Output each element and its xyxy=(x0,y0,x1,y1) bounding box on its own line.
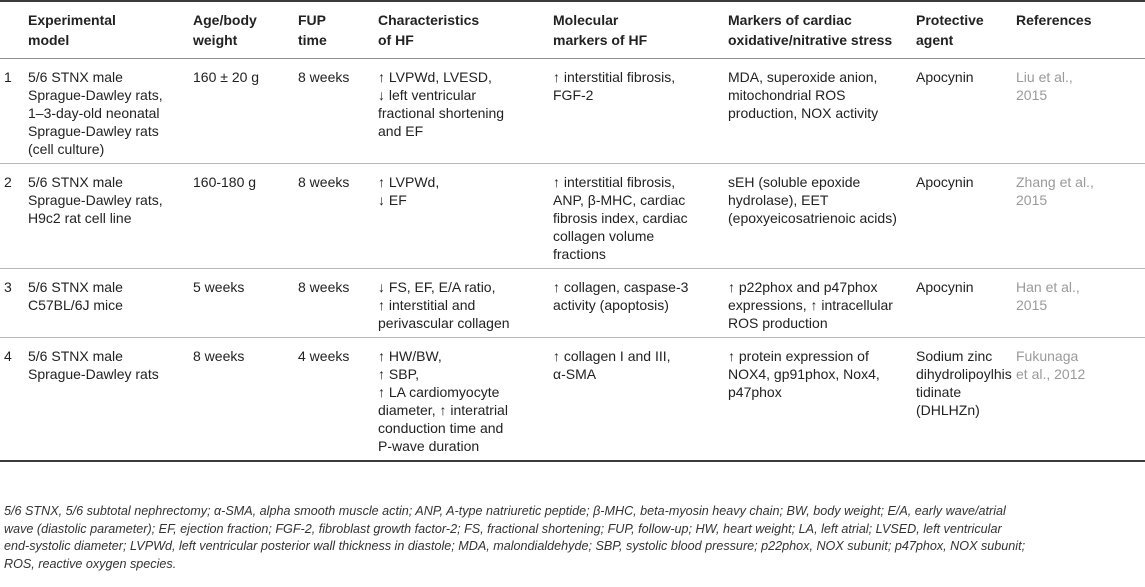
reference-link[interactable]: Zhang et al., 2015 xyxy=(1010,164,1145,269)
model-cell: 5/6 STNX male Sprague-Dawley rats, 1–3-day-old neonatal Sprague-Dawley rats (cell culture) xyxy=(28,69,163,157)
molecular-cell: ↑ interstitial fibrosis, ANP, β-MHC, cardiac fibrosis index, cardiac collagen volume fractions xyxy=(547,164,722,269)
molecular-cell: ↑ interstitial fibrosis, FGF-2 xyxy=(553,69,676,103)
table-row xyxy=(0,269,1145,338)
row-number: 3 xyxy=(0,269,22,338)
characteristics-cell: ↑ LVPWd, LVESD, ↓ left ventricular fractional shortening and EF xyxy=(378,69,505,139)
agent-cell: Apocynin xyxy=(916,69,974,85)
fup-cell: 4 weeks xyxy=(292,338,372,462)
characteristics-cell: ↑ HW/BW, ↑ SBP, ↑ LA cardiomyocyte diameter, ↑ interatrial conduction time and P-wave duration xyxy=(372,338,547,462)
table-row xyxy=(0,164,1145,269)
oxidative-cell: MDA, superoxide anion, mitochondrial ROS production, NOX activity xyxy=(728,69,879,121)
reference-link[interactable]: Han et al., 2015 xyxy=(1010,269,1145,338)
model-cell: 5/6 STNX male Sprague-Dawley rats, H9c2 rat cell line xyxy=(22,164,187,269)
age-cell: 5 weeks xyxy=(187,269,292,338)
model-cell: 5/6 STNX male C57BL/6J mice xyxy=(22,269,187,338)
table-footnote: 5/6 STNX, 5/6 subtotal nephrectomy; α-SMA, alpha smooth muscle actin; ANP, A-type natriuretic peptide; β-MHC, beta-myosin heavy chain; BW, body weight; E/A, early wave/atrial wave (diastolic parameter); EF, ejection fraction; FGF-2, fibroblast growth factor-2; FS, fractional shortening; FUP, follow-up; HW, heart weight; LA, left atrial; LVSED, left ventricular end-systolic diameter; LVPWd, left ventricular posterior wall thickness in diastole; MDA, malondialdehyde; SBP, systolic blood pressure; p22phox, NOX subunit; p47phox, NOX subunit; ROS, reactive oxygen species. xyxy=(4,504,1026,571)
age-cell: 160-180 g xyxy=(187,164,292,269)
row-number: 2 xyxy=(0,164,22,269)
age-cell: 160 ± 20 g xyxy=(193,69,260,85)
header-cell-references: References xyxy=(1010,1,1145,59)
fup-cell: 8 weeks xyxy=(298,69,350,85)
header-cell-molecular: Molecular markers of HF xyxy=(547,1,722,59)
oxidative-cell: ↑ protein expression of NOX4, gp91phox, Nox4, p47phox xyxy=(722,338,910,462)
header-cell-model: Experimental model xyxy=(22,1,187,59)
model-cell: 5/6 STNX male Sprague-Dawley rats xyxy=(22,338,187,462)
agent-cell: Apocynin xyxy=(910,164,1010,269)
table-header-row xyxy=(0,1,1145,59)
fup-cell: 8 weeks xyxy=(292,269,372,338)
header-cell-num xyxy=(0,1,22,59)
header-cell-characteristics: Characteristics of HF xyxy=(372,1,547,59)
header-cell-age: Age/body weight xyxy=(187,1,292,59)
row-number: 1 xyxy=(4,69,12,85)
characteristics-cell: ↓ FS, EF, E/A ratio, ↑ interstitial and perivascular collagen xyxy=(372,269,547,338)
reference-link[interactable]: Liu et al., 2015 xyxy=(1016,69,1073,103)
fup-cell: 8 weeks xyxy=(292,164,372,269)
molecular-cell: ↑ collagen, caspase-3 activity (apoptosis) xyxy=(547,269,722,338)
age-cell: 8 weeks xyxy=(187,338,292,462)
header-cell-agent: Protective agent xyxy=(910,1,1010,59)
agent-cell: Apocynin xyxy=(910,269,1010,338)
row-number: 4 xyxy=(0,338,22,462)
reference-link[interactable]: Fukunaga et al., 2012 xyxy=(1010,338,1145,462)
oxidative-cell: ↑ p22phox and p47phox expressions, ↑ intracellular ROS production xyxy=(722,269,910,338)
characteristics-cell: ↑ LVPWd, ↓ EF xyxy=(372,164,547,269)
molecular-cell: ↑ collagen I and III, α-SMA xyxy=(547,338,722,462)
header-cell-fup: FUP time xyxy=(292,1,372,59)
oxidative-cell: sEH (soluble epoxide hydrolase), EET (epoxyeicosatrienoic acids) xyxy=(722,164,910,269)
agent-cell: Sodium zinc dihydrolipoylhis tidinate (DHLHZn) xyxy=(910,338,1010,462)
header-cell-oxidative: Markers of cardiac oxidative/nitrative stress xyxy=(722,1,910,59)
table-row xyxy=(0,59,1145,164)
table-row xyxy=(0,338,1145,462)
